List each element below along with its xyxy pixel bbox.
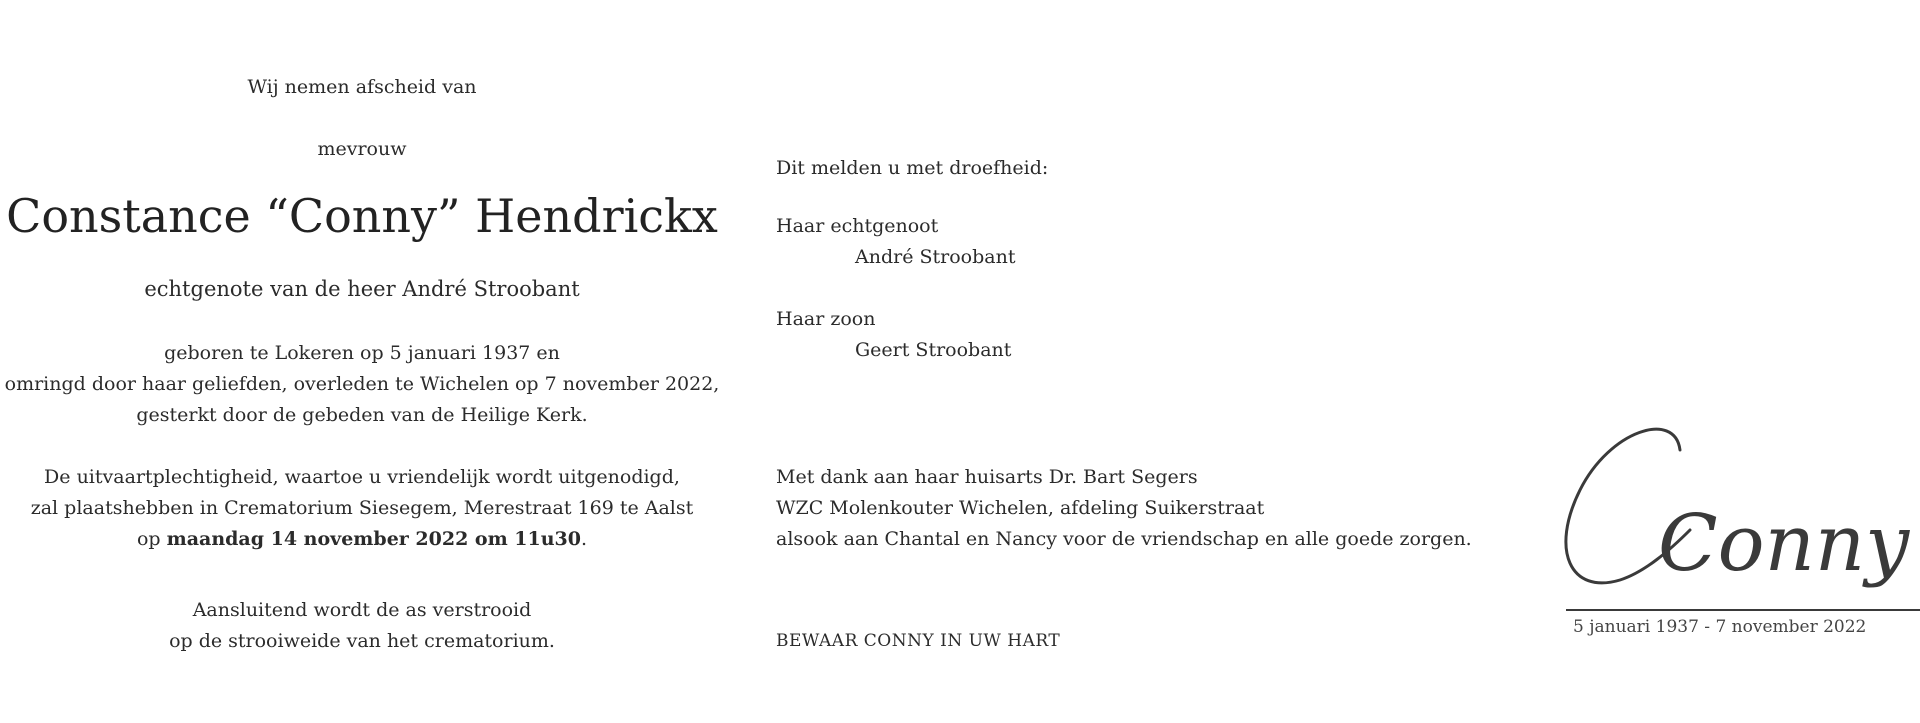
life-dates: 5 januari 1937 - 7 november 2022	[1573, 617, 1867, 637]
relative-name: Geert Stroobant	[855, 339, 1012, 361]
funeral-date-suffix: .	[581, 528, 588, 550]
relation-label: Haar zoon	[776, 308, 876, 330]
announce-text: Dit melden u met droefheid:	[776, 157, 1049, 179]
birth-line: omringd door haar geliefden, overleden te Wichelen op 7 november 2022,	[4, 373, 720, 395]
spouse-line: echtgenote van de heer André Stroobant	[144, 277, 580, 301]
funeral-date: maandag 14 november 2022 om 11u30	[166, 528, 581, 550]
birth-line: geboren te Lokeren op 5 januari 1937 en	[164, 342, 560, 364]
thanks-line: Met dank aan haar huisarts Dr. Bart Segers	[776, 466, 1198, 488]
birth-line: gesterkt door de gebeden van de Heilige Kerk.	[136, 404, 588, 426]
relative-name: André Stroobant	[855, 246, 1016, 268]
funeral-date-line	[0, 524, 724, 555]
thanks-line: WZC Molenkouter Wichelen, afdeling Suikerstraat	[776, 497, 1265, 519]
relation-label: Haar echtgenoot	[776, 215, 939, 237]
closing-text: BEWAAR CONNY IN UW HART	[776, 631, 1061, 651]
funeral-line: zal plaatshebben in Crematorium Siesegem, Merestraat 169 te Aalst	[30, 497, 694, 519]
ashes-line: op de strooiweide van het crematorium.	[169, 630, 555, 652]
deceased-name: Constance “Conny” Hendrickx	[6, 189, 718, 243]
signature-graphic	[1540, 420, 1920, 620]
funeral-date-prefix: op	[136, 528, 167, 550]
signature-name: Conny	[1658, 499, 1910, 589]
funeral-line: De uitvaartplechtigheid, waartoe u vriendelijk wordt uitgenodigd,	[44, 466, 680, 488]
title-word: mevrouw	[317, 138, 407, 160]
ashes-line: Aansluitend wordt de as verstrooid	[192, 599, 532, 621]
intro-text: Wij nemen afscheid van	[247, 76, 477, 98]
thanks-line: alsook aan Chantal en Nancy voor de vriendschap en alle goede zorgen.	[776, 528, 1472, 550]
